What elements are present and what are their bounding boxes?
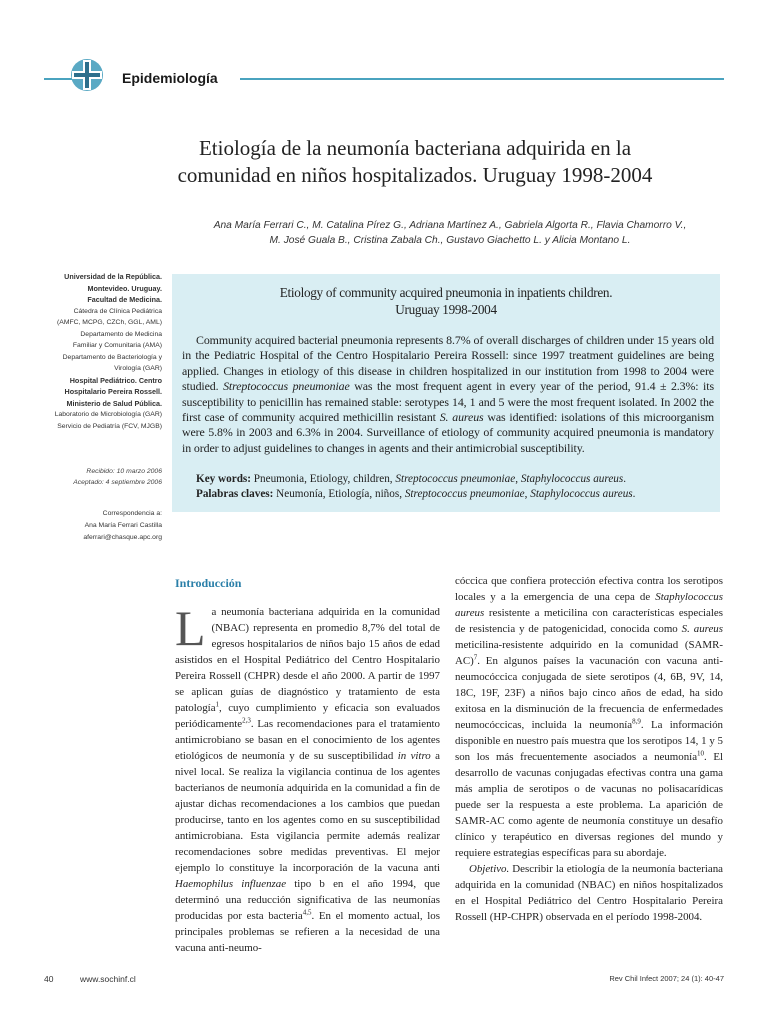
correspondence-label: Correspondencia a: <box>102 510 162 517</box>
title-line-2: comunidad en niños hospitalizados. Uruguay 1998-2004 <box>177 163 653 187</box>
affiliation-line: Hospitalario Pereira Rossell. <box>64 387 162 396</box>
accepted-date: Aceptado: 4 septiembre 2006 <box>73 479 162 486</box>
intro-text-2a: cóccica que confiera protección efectiva contra los serotipos locales y a la emergencia de una cepa de <box>455 575 723 603</box>
keywords-sep: , <box>515 473 521 485</box>
palabras-species-2: Staphylococcus aureus <box>530 488 633 500</box>
journal-logo-icon <box>70 58 104 92</box>
keywords-species-1: Streptococcus pneumoniae <box>395 473 516 485</box>
palabras-species-1: Streptococcus pneumoniae <box>404 488 525 500</box>
affiliation-line: Hospital Pediátrico. Centro <box>69 375 162 385</box>
keywords-es <box>196 487 716 502</box>
intro-text-2e: . La información disponible en nuestro país muestra que los serotipos 14, 1 y 5 son los más frecuentemente asociados a neumonía <box>455 719 723 763</box>
section-label: Epidemiología <box>122 70 218 86</box>
keywords-end: . <box>623 473 627 485</box>
authors-line-1: Ana María Ferrari C., M. Catalina Pírez G., Adriana Martínez A., Gabriela Algorta R., Flavia Chamorro V., <box>213 220 687 231</box>
abstract-species-1: Streptococcus pneumoniae <box>223 379 350 394</box>
correspondence <box>30 508 162 544</box>
abstract-part-3: was identified: isolations of this microorganism were 5.8% in 2003 and 6.3% in 2004. Surveillance of etiology of community acquired pneumonia is mandatory in order to adjust guidelines to changes in agents and their antimicrobial susceptibility. <box>182 410 714 455</box>
page-number: 40 <box>44 974 54 984</box>
keywords-text: Pneumonia, Etiology, children, <box>251 473 396 485</box>
intro-text-2d: . En algunos países la vacunación con vacuna anti-neumocóccica conjugada de siete serotipos (4, 6B, 9V, 14, 18C, 19F, 23F) a niños bajo cinco años de edad, ha sido exitosa en la disminución de la frecuencia de enfermedades neumocóccicas, incluida la neumonía <box>455 655 723 731</box>
affiliations <box>30 271 162 432</box>
body-column-2 <box>455 573 723 925</box>
title-line-1: Etiología de la neumonía bacteriana adquirida en la <box>198 136 632 160</box>
affiliation-line: Facultad de Medicina. <box>87 295 162 304</box>
keywords-block <box>196 472 716 502</box>
header-rule-right <box>240 78 724 80</box>
intro-text-1e: tipo b en el año 1994, que determinó una reducción significativa de las neumonías producidas por esta bacteria <box>175 878 440 922</box>
affiliation-line: Servicio de Pediatría (FCV, MJGB) <box>57 422 162 430</box>
intro-heading: Introducción <box>175 576 242 590</box>
palabras-text: Neumonía, Etiología, niños, <box>273 488 405 500</box>
affiliation-line: (AMFC, MCPG, CZCh, GGL, AML) <box>57 319 162 326</box>
intro-text-1d: a nivel local. Se realiza la vigilancia continua de los agentes bacterianos de neumonía adquirida en la comunidad a fin de ajustar dichas recomendaciones a los cambios que puedan producirse, tanto en los agentes como en su susceptibilidad antimicrobiana. Esta vigilancia permite además realizar recomendaciones sobre medidas preventivas. El mejor ejemplo lo constituye la incorporación de la vacuna anti <box>175 750 441 874</box>
abstract-part-2: was the most frequent agent in every year of the period, 91.4 ± 2.3%: its susceptibility to penicillin has remained stable: serotypes 14, 1 and 5 were the most frequent isolated. In 2002 the first case of community acquired methicillin resistant <box>182 379 714 425</box>
keywords-label: Key words: <box>196 473 251 485</box>
affiliation-line: Virología (GAR) <box>114 365 162 372</box>
intro-text-2f: . El desarrollo de vacunas conjugadas efectivas contra una gama más amplia de serotipos o de vacunas no polisacarídicas puede ser la respuesta a este problema. La aparición de SAMR-AC como agente de neumonía constituye un desafío clínico y terapéutico en diversas regiones del mundo y requiere estrategias específicas para su abordaje. <box>455 751 724 859</box>
intro-italic-invitro: in vitro <box>397 750 431 762</box>
abstract-title <box>172 284 720 318</box>
objective-label: Objetivo. <box>469 863 510 875</box>
journal-citation: Rev Chil Infect 2007; 24 (1): 40-47 <box>609 974 724 983</box>
intro-text-2b: resistente a meticilina con características especiales de resistencia y de patogenicidad, conocida como <box>455 607 723 635</box>
ref-sup: 4,5 <box>302 908 312 917</box>
ref-sup: 10 <box>697 749 705 758</box>
correspondence-email[interactable]: aferrari@chasque.apc.org <box>83 534 162 541</box>
ref-sup: 1 <box>215 700 220 709</box>
received-date: Recibido: 10 marzo 2006 <box>86 468 162 475</box>
intro-text-1f: . En el momento actual, los principales problemas se refieren a la necesidad de una vacuna anti-neumo- <box>175 910 440 954</box>
intro-text-2c: meticilina-resistente adquirido en la comunidad (SAMR-AC) <box>455 639 723 667</box>
abstract-text <box>182 333 714 456</box>
affiliation-line: Universidad de la República. <box>64 272 162 281</box>
keywords-species-2: Staphylococcus aureus <box>520 473 624 485</box>
correspondence-name: Ana María Ferrari Castilla <box>84 522 162 529</box>
body-column-1 <box>175 600 441 956</box>
intro-text-1a: a neumonía bacteriana adquirida en la comunidad (NBAC) representa en promedio 8,7% del total de egresos hospitalarios de niños bajo 15 años de edad asistidos en el Hospital Pediátrico del Centro Hospitalario Pereira Rossell (CHPR) desde el año 2000. A partir de 1997 se aplican guías de diagnóstico y tratamiento de esta patología <box>175 606 440 714</box>
intro-text-1b: , cuyo cumplimiento y eficacia son evaluados periódicamente <box>175 702 440 730</box>
article-dates <box>30 466 162 488</box>
affiliation-line: Departamento de Bacteriología y <box>62 353 162 361</box>
objective-text: Describir la etiología de la neumonía bacteriana adquirida en la comunidad (NBAC) en niños hospitalizados en el Hospital Pediátrico del Centro Hospitalario Pereira Rossell (HP-CHPR) observada en el período 1998-2004. <box>455 863 723 923</box>
abstract-part-1: Community acquired bacterial pneumonia represents 8.7% of overall discharges of children under 15 years old in the Pediatric Hospital of the Centro Hospitalario Pereira Rossell: since 1997 treatment guidelines are being applied. Changes in etiology of this disease in children hospitalized in our institution from 1998 to 2004 were studied. <box>182 333 714 394</box>
abstract-title-line-1: Etiology of community acquired pneumonia in inpatients children. <box>279 285 613 300</box>
palabras-sep: , <box>524 488 531 500</box>
affiliation-line: Departamento de Medicina <box>80 330 162 338</box>
ref-sup: 7 <box>473 653 478 662</box>
palabras-label: Palabras claves: <box>196 488 274 500</box>
intro-italic-hib: Haemophilus influenzae <box>175 878 287 890</box>
header-rule-left <box>44 78 72 80</box>
abstract-title-line-2: Uruguay 1998-2004 <box>395 302 497 317</box>
keywords-en <box>196 472 716 487</box>
ref-sup: 2,3 <box>242 716 251 725</box>
affiliation-line: Ministerio de Salud Pública. <box>66 398 162 408</box>
affiliation-line: Cátedra de Clínica Pediátrica <box>73 307 162 315</box>
ref-sup: 8,9 <box>632 717 641 726</box>
intro-text-1c: . Las recomendaciones para el tratamiento antimicrobiano se basan en el conocimiento de los agentes etiológicos de neumonía y de su susceptibilidad <box>175 718 440 762</box>
intro-italic-saureus: S. aureus <box>681 623 723 635</box>
journal-website[interactable]: www.sochinf.cl <box>80 974 136 984</box>
affiliation-line: Laboratorio de Microbiología (GAR) <box>54 411 162 418</box>
palabras-end: . <box>632 488 636 500</box>
author-list <box>180 218 720 248</box>
drop-cap: L <box>175 600 206 656</box>
intro-italic-staph: Staphylococcus aureus <box>455 591 723 619</box>
affiliation-line: Montevideo. Uruguay. <box>87 283 162 293</box>
article-title <box>150 135 680 189</box>
affiliation-line: Familiar y Comunitaria (AMA) <box>72 342 162 349</box>
authors-line-2: M. José Guala B., Cristina Zabala Ch., Gustavo Giachetto L. y Alicia Montano L. <box>269 235 631 246</box>
abstract-species-2: S. aureus <box>439 410 484 425</box>
